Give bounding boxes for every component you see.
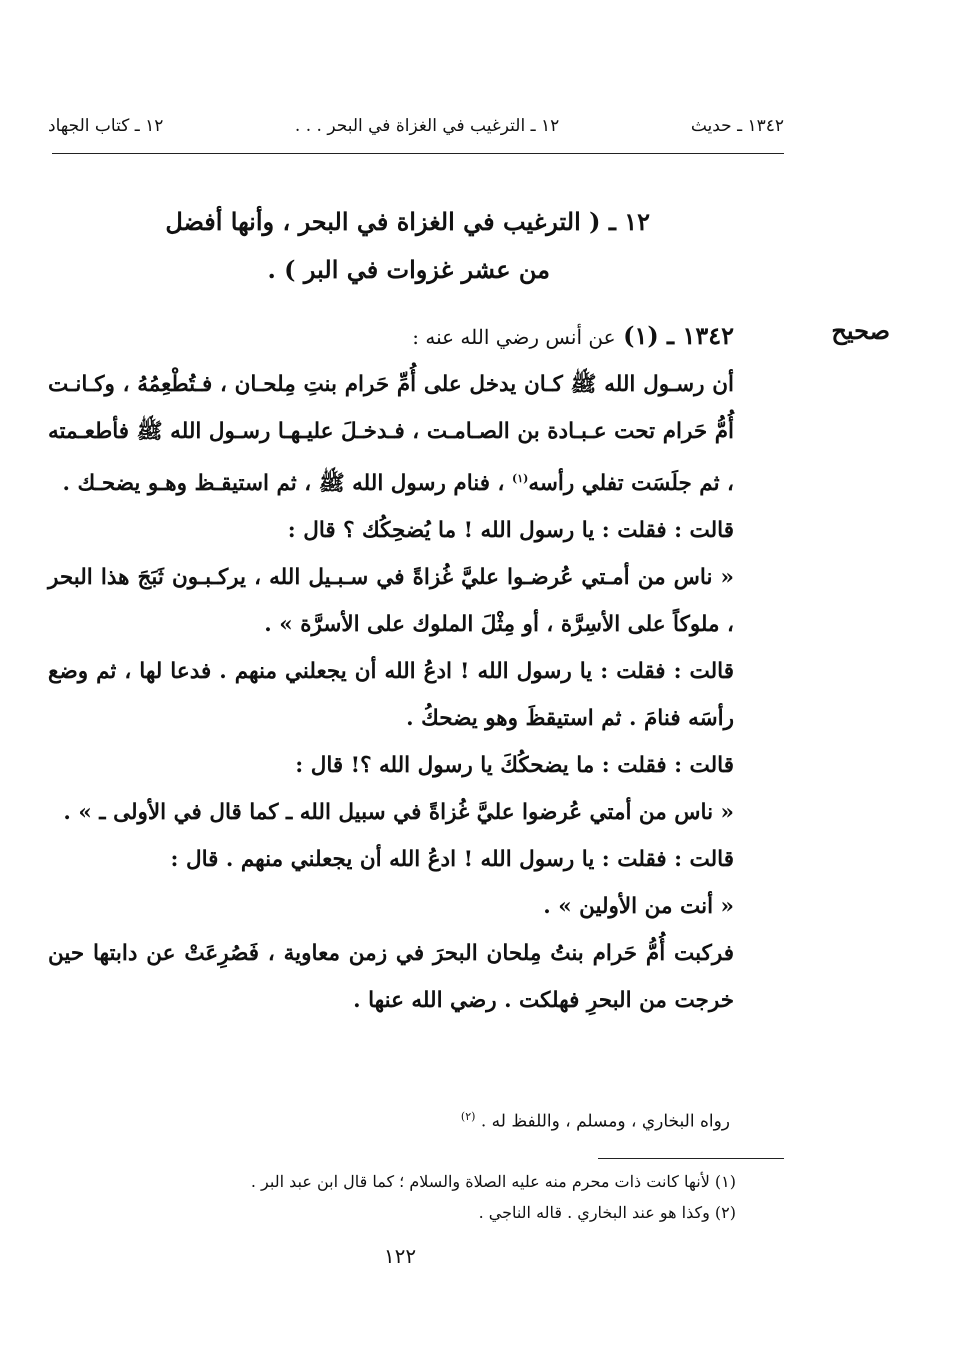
hadith-paragraph-4: قالت : فقلت : يا رسول الله ! ادعُ الله أن يجعلني منهم . فدعا لها ، ثم وضع رأسَه فنامَ . ثم استيقظَ وهو يضحكُ . — [48, 659, 734, 732]
hadith-source — [400, 1110, 730, 1132]
header-chapter: ١٢ ـ كتاب الجهاد — [48, 116, 164, 136]
footnote-marker: (١) — [511, 472, 529, 485]
footnote-rule — [598, 1158, 784, 1159]
hadith-paragraph-6: « ناس من أمتي عُرضوا عليَّ غُزاةً في سبيل الله ـ كما قال في الأولى ـ » . — [63, 800, 734, 826]
hadith-paragraph-1 — [48, 361, 784, 507]
chapter-title — [150, 198, 650, 294]
chapter-title-line-2: من عشر غزوات في البر ) . — [267, 255, 550, 284]
hadith-paragraph-8: « أنت من الأولين » . — [543, 894, 734, 920]
hadith-narrator: عن أنس رضي الله عنه : — [412, 325, 616, 349]
hadith-text-1a: أن رسـول الله ﷺ كـان يدخل على أُمِّ حَرام بنتِ مِلحـان ، فـتُطْعِمُهُ ، وكـانـت أُمُّ حَرام تحت عـبـادة بن الصـامـت ، فـدخـلَ عليـهـا رسـول الله ﷺ فأطعـمته ، ثم جلَسَت تفلي رأسه — [48, 372, 734, 497]
source-footnote-marker: (٢) — [460, 1110, 476, 1123]
hadith-text-1b: ، فنام رسول الله ﷺ ، ثم استيقـظ وهـو يضحـك . — [62, 471, 505, 497]
hadith-paragraph-9: فركبت أُمُّ حَرام بنتُ مِلحان البحرَ في زمن معاوية ، فَصُرِعَتْ عن دابتها حين خرجت من البحرِ فهلكت . رضي الله عنها . — [48, 941, 734, 1014]
header-hadith: ١٣٤٢ ـ حديث — [690, 116, 784, 136]
chapter-title-line-1: ١٢ ـ ( الترغيب في الغزاة في البحر ، وأنها أفضل — [165, 207, 650, 236]
footnotes — [150, 1166, 736, 1228]
hadith-paragraph-3: « ناس من أمـتي عُرضـوا عليَّ غُزاةً في سـبـيل الله ، يركـبـون ثَبَجَ هذا البحر ، ملوكاً على الأسِرَّة ، أو مِثْلَ الملوك على الأسرَّة » . — [48, 565, 734, 638]
footnote-1: (١) لأنها كانت ذات محرم منه عليه الصلاة والسلام ؛ كما قال ابن عبد البر . — [250, 1172, 736, 1191]
hadith-paragraph-7: قالت : فقلت : يا رسول الله ! ادعُ الله أن يجعلني منهم . قال : — [170, 847, 734, 873]
hadith-grade: صحيح — [831, 316, 890, 345]
header-rule — [52, 153, 784, 154]
header-section: ١٢ ـ الترغيب في الغزاة في البحر . . . — [294, 116, 560, 136]
page-number: ١٢٢ — [383, 1244, 417, 1268]
running-header — [48, 108, 784, 144]
hadith-paragraph-2: قالت : فقلت : يا رسول الله ! ما يُضحِكُك ؟ قال : — [287, 518, 734, 544]
hadith-body — [48, 312, 784, 1024]
footnote-2: (٢) وكذا هو عند البخاري . قاله الناجي . — [478, 1203, 736, 1222]
hadith-number: ١٣٤٢ ـ (١) — [623, 321, 734, 350]
source-text: رواه البخاري ، ومسلم ، واللفظ له . — [480, 1111, 730, 1132]
hadith-paragraph-5: قالت : فقلت : ما يضحكُكَ يا رسول الله ؟! قال : — [295, 753, 734, 779]
hadith-heading — [48, 312, 784, 361]
